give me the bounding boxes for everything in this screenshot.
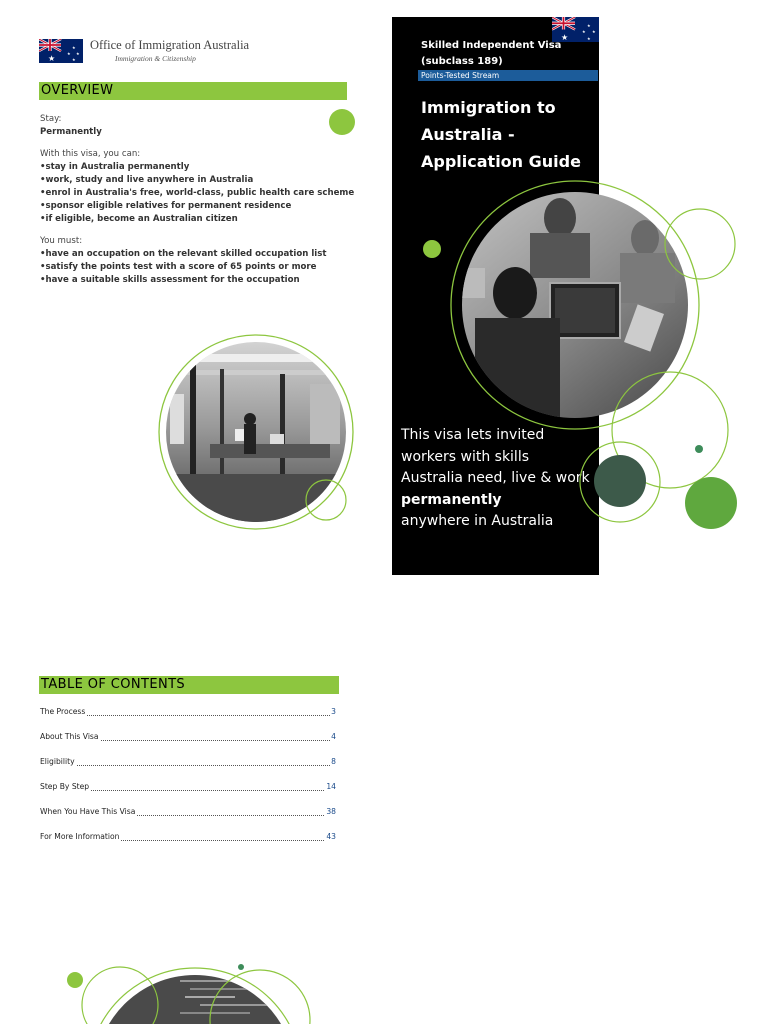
toc-entry-label: When You Have This Visa [40,807,136,816]
toc-entry-label: Step By Step [40,782,90,791]
toc-entry-label: The Process [40,707,86,716]
code-photo [60,960,340,1024]
cover-tagline [401,425,601,533]
list-item: • if eligible, become an Australian citizen [40,213,340,226]
svg-text:★: ★ [582,29,586,34]
decorative-circles [575,435,745,535]
title-line: Application Guide [421,152,581,171]
list-item: • have a suitable skills assessment for the occupation [40,274,340,287]
toc-entry-the-process[interactable] [40,707,336,732]
svg-text:★: ★ [76,51,80,56]
list-item: • sponsor eligible relatives for permanent residence [40,200,340,213]
list-item: • have an occupation on the relevant skilled occupation list [40,248,340,261]
list-item: • work, study and live anywhere in Australia [40,174,340,187]
can-list [40,161,355,226]
svg-text:★: ★ [67,51,71,56]
decorative-dot [328,108,356,136]
tagline-line: workers with skills [401,448,530,465]
must-list [40,248,340,287]
toc-entry-when-you-have-this-visa[interactable] [40,807,336,832]
toc-heading: TABLE OF CONTENTS [39,676,339,694]
logo-title: Office of Immigration Australia [90,38,250,52]
svg-text:★: ★ [587,36,591,41]
logo-subtitle: Immigration & Citizenship [115,54,196,63]
title-line: Immigration to [421,98,556,117]
list-item: • stay in Australia permanently [40,161,340,174]
toc-list [40,707,336,857]
stay-label: Stay: [40,114,62,124]
svg-text:★: ★ [48,54,56,63]
svg-text:★: ★ [72,45,76,50]
svg-text:★: ★ [561,33,569,42]
toc-entry-page: 3 [331,707,336,716]
tagline-line: Australia need, live & work [401,470,590,486]
tagline-emphasis: permanently [401,491,502,508]
office-photo [150,334,360,539]
visa-subclass: (subclass 189) [421,56,503,67]
tagline-line: anywhere in Australia [401,513,554,529]
toc-entry-page: 38 [326,807,336,816]
australian-flag-icon [39,39,83,63]
toc-entry-label: About This Visa [40,732,99,741]
cover-title [421,94,596,175]
tagline-line: This visa lets invited [401,427,545,443]
toc-entry-about-this-visa[interactable] [40,732,336,757]
toc-entry-page: 43 [326,832,336,841]
list-item: • satisfy the points test with a score of 65 points or more [40,261,340,274]
toc-entry-label: For More Information [40,832,120,841]
decorative-dot [422,239,442,259]
visa-line: Skilled Independent Visa [421,40,562,51]
stream-label: Points-Tested Stream [418,70,598,81]
svg-text:★: ★ [72,57,76,62]
overview-heading: OVERVIEW [39,82,347,100]
overview-body [40,113,355,287]
toc-entry-for-more-information[interactable] [40,832,336,857]
stay-value: Permanently [40,127,102,137]
must-intro: You must: [40,236,83,246]
can-intro: With this visa, you can: [40,149,141,159]
toc-entry-step-by-step[interactable] [40,782,336,807]
toc-entry-page: 8 [331,757,336,766]
visa-name [421,38,561,70]
toc-entry-eligibility[interactable] [40,757,336,782]
toc-entry-page: 4 [331,732,336,741]
svg-text:★: ★ [592,29,596,34]
svg-text:★: ★ [587,23,591,28]
title-line: Australia - [421,125,515,144]
list-item: • enrol in Australia's free, world-class, public health care scheme [40,187,340,200]
toc-entry-label: Eligibility [40,757,75,766]
toc-entry-page: 14 [326,782,336,791]
